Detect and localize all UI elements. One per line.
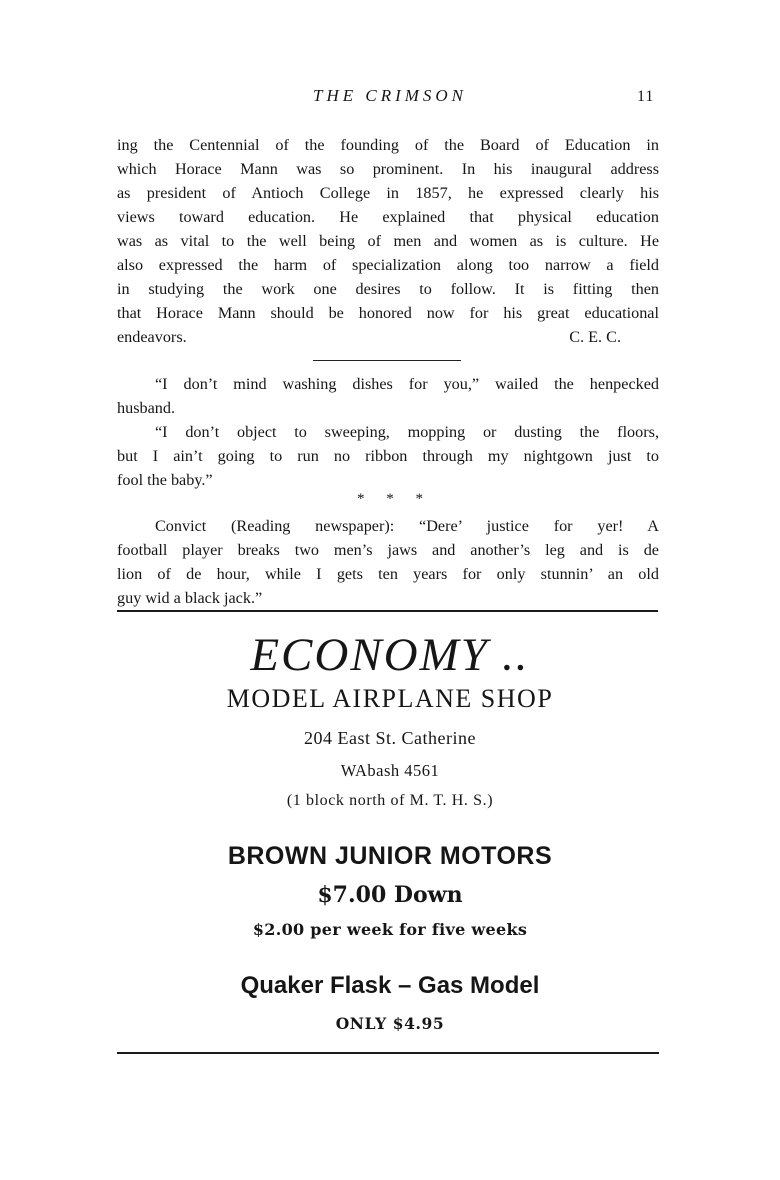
motors-ad-model-name: Quaker Flask – Gas Model	[240, 972, 540, 999]
joke-henpecked-husband	[117, 372, 659, 420]
joke-convict	[117, 514, 659, 610]
motors-ad-price: ONLY $4.95	[335, 1014, 445, 1033]
motors-ad-down-payment: $7.00 Down	[317, 882, 463, 908]
joke-line: “I don’t mind washing dishes for you,” wailed the henpecked	[155, 375, 659, 393]
article-line: endeavors.	[117, 328, 187, 346]
article-line: views toward education. He explained that physical education	[117, 208, 659, 226]
article-line: also expressed the harm of specialization along too narrow a field	[117, 256, 659, 274]
section-divider	[313, 360, 461, 361]
article-line: was as vital to the well being of men and women as is culture. He	[117, 232, 659, 250]
running-header-title: THE CRIMSON	[312, 86, 468, 105]
joke-nightgown	[117, 420, 659, 492]
economy-ad-address: 204 East St. Catherine	[304, 728, 476, 748]
joke-line: football player breaks two men’s jaws and another’s leg and is de	[117, 541, 659, 559]
asterisk-separator: * * *	[357, 491, 423, 507]
article-line: ing the Centennial of the founding of the Board of Education in	[117, 136, 659, 154]
article-line: as president of Antioch College in 1857, he expressed clearly his	[117, 184, 659, 202]
economy-ad-phone: WAbash 4561	[340, 761, 440, 780]
advertisement-bottom-rule	[117, 1052, 659, 1054]
article-paragraph	[117, 133, 659, 349]
economy-ad-brand	[0, 628, 780, 682]
article-line: which Horace Mann was so prominent. In his inaugural address	[117, 160, 659, 178]
economy-ad-shop-name: MODEL AIRPLANE SHOP	[226, 684, 554, 713]
economy-ad-location: (1 block north of M. T. H. S.)	[286, 792, 494, 809]
article-last-line	[117, 325, 659, 349]
joke-line: but I ain’t going to run no ribbon through my nightgown just to	[117, 447, 659, 465]
joke-line: guy wid a black jack.”	[117, 589, 263, 607]
joke-line: “I don’t object to sweeping, mopping or dusting the floors,	[155, 423, 659, 441]
author-initials: C. E. C.	[569, 328, 621, 346]
economy-brand-dots: ..	[502, 641, 530, 678]
joke-line: fool the baby.”	[117, 471, 213, 489]
motors-ad-headline: BROWN JUNIOR MOTORS	[227, 842, 553, 870]
economy-brand-name: ECONOMY	[250, 629, 489, 681]
advertisement-top-rule	[117, 610, 658, 612]
joke-line: Convict (Reading newspaper): “Dere’ justice for yer! A	[155, 517, 659, 535]
joke-line: husband.	[117, 399, 175, 417]
article-line: in studying the work one desires to follow. It is fitting then	[117, 280, 659, 298]
page-number: 11	[637, 88, 655, 105]
joke-line: lion of de hour, while I gets ten years for only stunnin’ an old	[117, 565, 659, 583]
article-line: that Horace Mann should be honored now for his great educational	[117, 304, 659, 322]
motors-ad-weekly-terms: $2.00 per week for five weeks	[252, 920, 528, 939]
